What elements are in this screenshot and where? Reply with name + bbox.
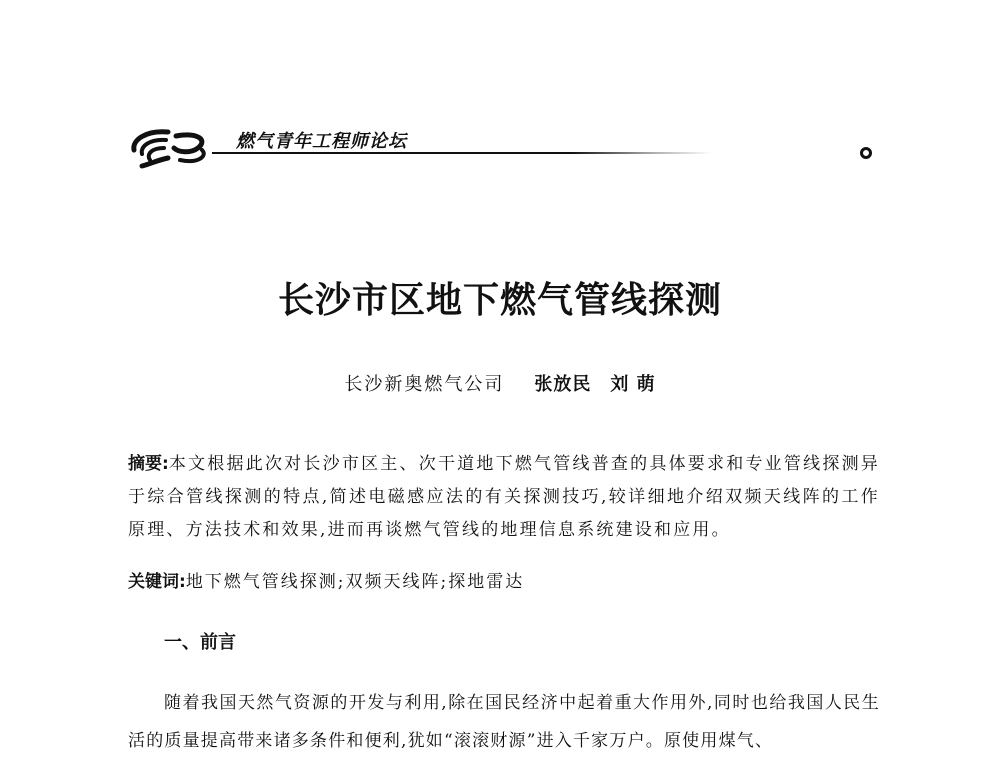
- keywords: [128, 568, 880, 596]
- header-rule: [212, 152, 712, 154]
- author-organization: 长沙新奥燃气公司: [344, 374, 505, 395]
- keywords-label: 关键词:: [128, 572, 186, 592]
- article-title: 长沙市区地下燃气管线探测: [277, 279, 722, 321]
- journal-logo-icon: [128, 126, 210, 170]
- journal-title: 燃气青年工程师论坛: [236, 131, 407, 152]
- byline: [0, 370, 1000, 396]
- author-names: 张放民 刘 萌: [534, 374, 656, 395]
- abstract-label: 摘要:: [128, 454, 169, 474]
- section-heading: 一、前言: [164, 632, 236, 653]
- keywords-text: 地下燃气管线探测;双频天线阵;探地雷达: [185, 572, 525, 592]
- body-paragraph: 随着我国天然气资源的开发与利用,除在国民经济中起着重大作用外,同时也给我国人民生活的质量提高带来诸多条件和便利,犹如“滚滚财源”进入千家万户。原使用煤气、: [128, 693, 880, 751]
- abstract-text: 本文根据此次对长沙市区主、次干道地下燃气管线普查的具体要求和专业管线探测异于综合管线探测的特点,简述电磁感应法的有关探测技巧,较详细地介绍双频天线阵的工作原理、方法技术和效果,进而再谈燃气管线的地理信息系统建设和应用。: [128, 454, 880, 540]
- abstract: [128, 448, 880, 547]
- page-marker-icon: [860, 147, 872, 159]
